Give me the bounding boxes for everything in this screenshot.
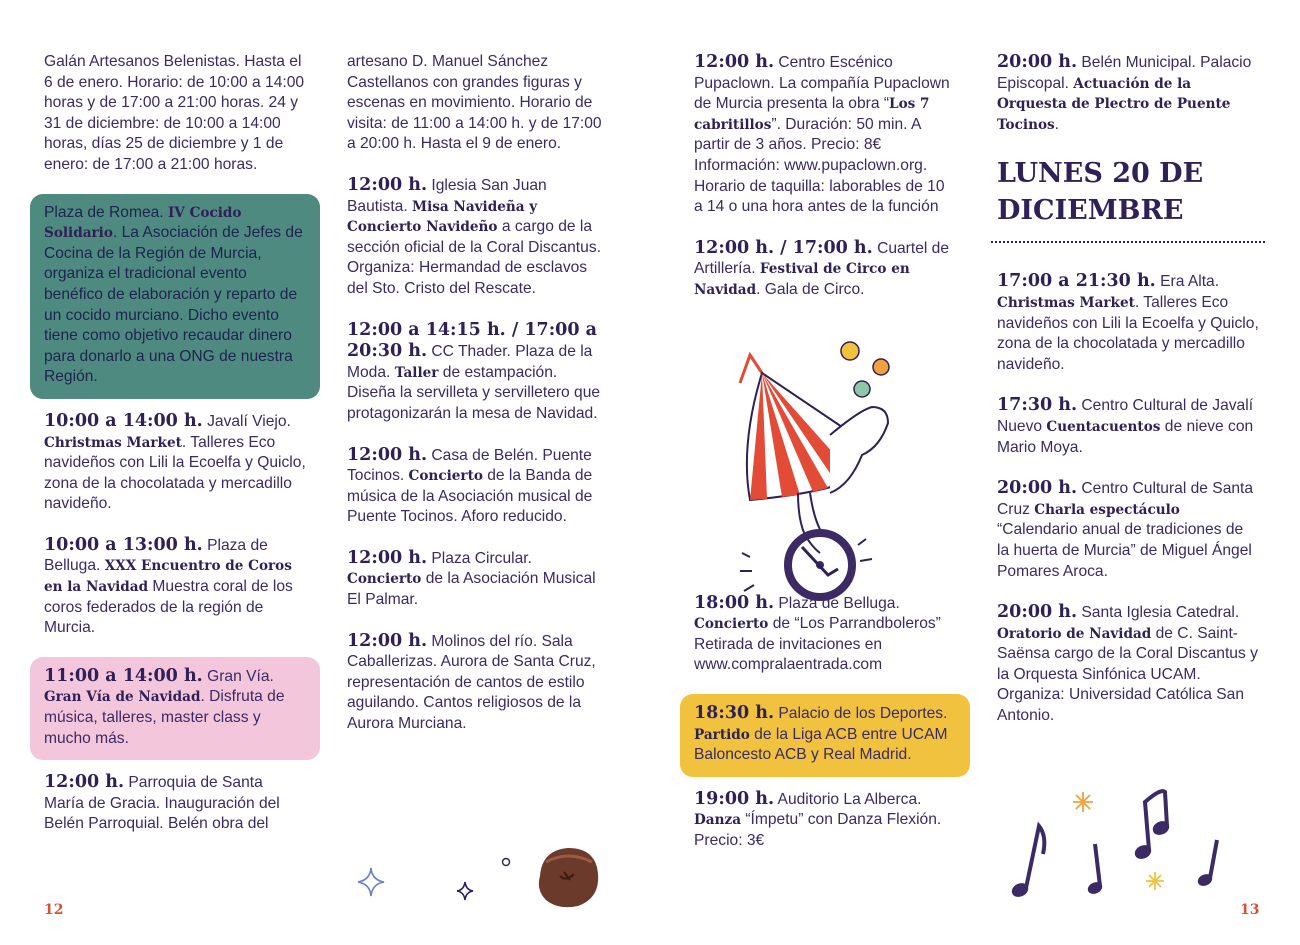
event-venue: Plaza de Romea.	[44, 203, 168, 221]
event-venue: Centro Escénico Pupaclown. La compañía Pupaclown de Murcia presenta la obra “	[694, 54, 950, 113]
event-description: de “Los Parrandboleros” Retirada de invitaciones en www.compralaentrada.com	[694, 615, 941, 674]
event-title: Taller	[394, 364, 439, 381]
day-heading: LUNES 20 DE DICIEMBRE	[997, 158, 1204, 227]
music-notes-illustration	[1005, 780, 1235, 905]
event-entry	[347, 631, 609, 735]
event-text: Galán Artesanos Belenistas. Hasta el 6 de enero. Horario: de 10:00 a 14:00 horas y de 17:00 a 21:00 horas. 24 y 31 de diciembre: de 10:00 a 14:00 horas, días 25 de diciembre y 1 de enero: de 17:00 a 21:00 horas.	[44, 53, 305, 173]
event-entry	[694, 238, 956, 301]
event-time: 12:00 h.	[347, 444, 428, 465]
event-venue: Belén Municipal. Palacio Episcopal.	[997, 54, 1252, 92]
event-title: Los 7 cabritillos	[694, 96, 930, 133]
event-time: 18:30 h.	[694, 702, 775, 723]
event-title: XXX Encuentro de Coros en la Navidad	[44, 558, 292, 596]
page-number-left: 12	[44, 902, 64, 918]
event-time: 20:00 h.	[997, 602, 1078, 623]
event-title: Concierto	[408, 468, 483, 485]
event-title: Concierto	[347, 571, 422, 588]
event-entry	[997, 395, 1259, 458]
event-entry	[997, 52, 1259, 135]
event-time: 20:00 h.	[997, 478, 1078, 499]
event-entry	[997, 602, 1259, 727]
event-description: . Talleres Eco navideños con Lili la Ecoelfa y Quiclo, zona de la chocolatada y mercadillo navideño.	[997, 293, 1259, 373]
event-venue: Casa de Belén. Puente Tocinos.	[347, 446, 592, 485]
event-time: 12:00 h.	[347, 547, 428, 568]
event-title: Oratorio de Navidad	[997, 625, 1152, 642]
event-title: Misa Navideña y Concierto Navideño	[347, 198, 538, 236]
page-number-right: 13	[1240, 902, 1260, 918]
event-time: 17:00 a 21:30 h.	[997, 271, 1156, 292]
event-entry	[347, 320, 609, 425]
event-title: Gran Vía de Navidad	[44, 689, 201, 706]
event-description: . Gala de Circo.	[756, 280, 865, 298]
event-title: IV Cocido Solidario	[44, 204, 242, 242]
event-title: Charla espectáculo	[1034, 501, 1180, 518]
event-description: . La Asociación de Jefes de Cocina de la Región de Murcia, organiza el tradicional evento benéfico de elaboración y reparto de un cocido murciano. Dicho evento tiene como objetivo recaudar dinero para donarlo a una ONG de nuestra Región.	[44, 224, 303, 386]
chestnut-illustration	[534, 846, 604, 910]
event-time: 12:00 h.	[44, 772, 125, 793]
event-entry	[347, 548, 609, 611]
event-venue: Plaza Circular.	[427, 549, 532, 567]
event-entry	[347, 445, 609, 528]
event-title: Christmas Market	[997, 294, 1135, 311]
event-time: 12:00 h.	[694, 52, 775, 72]
event-description: de la Asociación Musical El Palmar.	[347, 570, 596, 609]
event-venue: Centro Cultural de Santa Cruz	[997, 480, 1254, 518]
event-description: .	[1054, 115, 1060, 133]
event-entry	[44, 411, 306, 515]
event-time: 20:00 h.	[997, 52, 1078, 72]
event-time: 11:00 a 14:00 h.	[44, 665, 203, 686]
event-description: ”. Duración: 50 min. A partir de 3 años. Precio: 8€ Información: www.pupaclown.org. Horario de taquilla: laborables de 10 a 14 o una hora antes de la función	[694, 115, 945, 216]
event-text: artesano D. Manuel Sánchez Castellanos con grandes figuras y escenas en movimiento. Horario de visita: de 11:00 a 14:00 h. y de 17:00 a 20:00 h. Hasta el 9 de enero.	[347, 53, 602, 153]
sparkle-icon	[356, 866, 386, 898]
event-venue: Santa Iglesia Catedral.	[1077, 604, 1240, 622]
event-time: 12:00 h. / 17:00 h.	[694, 237, 873, 258]
event-venue: Auditorio La Alberca.	[774, 790, 922, 808]
event-title: Christmas Market	[44, 434, 182, 451]
event-time: 10:00 a 13:00 h.	[44, 534, 203, 555]
event-description: Parroquia de Santa María de Gracia. Inauguración del Belén Parroquial. Belén obra del	[44, 774, 280, 833]
event-entry	[694, 52, 956, 218]
event-description: a cargo de la sección oficial de la Coral Discantus. Organiza: Hermandad de esclavos del Sto. Cristo del Rescate.	[347, 218, 601, 297]
event-entry	[347, 175, 609, 300]
event-time: 12:00 h.	[347, 174, 428, 195]
event-venue: Palacio de los Deportes.	[774, 704, 948, 722]
event-description: Molinos del río. Sala Caballerizas. Aurora de Santa Cruz, representación de cantos de estilo aguilando. Cantos religiosos de la Aurora Murciana.	[347, 632, 596, 733]
event-title: Partido	[694, 726, 750, 743]
event-entry	[694, 789, 956, 852]
event-venue: Javalí Viejo.	[202, 412, 291, 430]
event-description: . Disfruta de música, talleres, master class y mucho más.	[44, 688, 285, 747]
event-entry	[997, 271, 1259, 375]
event-title: Danza	[694, 812, 742, 829]
event-venue: Cuartel de Artillería.	[694, 239, 950, 278]
event-title: Actuación de la Orquesta de Plectro de Puente Tocinos	[997, 75, 1231, 133]
sparkle-icon	[455, 880, 475, 902]
event-description: Muestra coral de los coros federados de la región de Murcia.	[44, 578, 293, 637]
column-4	[997, 52, 1259, 747]
event-entry	[347, 52, 609, 155]
event-description: . Talleres Eco navideños con Lili la Ecoelfa y Quiclo, zona de la chocolatada y mercadillo navideño.	[44, 433, 306, 513]
event-description: de nieve con Mario Moya.	[997, 417, 1254, 456]
event-venue: CC Thader. Plaza de la Moda.	[347, 343, 593, 381]
event-description: “Calendario anual de tradiciones de la huerta de Murcia” de Miguel Ángel Pomares Aroca.	[997, 521, 1252, 580]
event-entry	[44, 535, 306, 639]
event-description: “Ímpetu” con Danza Flexión. Precio: 3€	[694, 811, 942, 849]
small-circle-icon	[500, 856, 512, 868]
event-venue: Era Alta.	[1155, 273, 1220, 291]
event-entry	[44, 52, 306, 176]
event-title: Cuentacuentos	[1046, 418, 1161, 435]
event-time: 17:30 h.	[997, 395, 1078, 416]
event-entry-highlight-yellow	[680, 694, 970, 777]
event-venue: Centro Cultural de Javalí Nuevo	[997, 397, 1254, 435]
event-description: de la Liga ACB entre UCAM Baloncesto ACB y Real Madrid.	[694, 725, 948, 764]
event-title: Concierto	[694, 616, 769, 633]
circus-tent-unicycle-illustration	[710, 335, 910, 610]
event-title: Festival de Circo en Navidad	[694, 261, 910, 298]
event-venue: Plaza de Belluga.	[44, 536, 268, 575]
column-2	[347, 52, 609, 755]
event-venue: Gran Vía.	[202, 667, 274, 685]
column-1	[44, 52, 306, 855]
event-time: 12:00 a 14:15 h. / 17:00 a 20:30 h.	[347, 319, 597, 362]
event-entry-highlight-pink	[30, 657, 320, 760]
event-time: 19:00 h.	[694, 788, 775, 809]
event-entry	[44, 772, 306, 835]
event-entry	[997, 478, 1259, 582]
event-description: de estampación. Diseña la servilleta y servilletero que protagonizarán la mesa de Navidad.	[347, 363, 601, 422]
event-time: 12:00 h.	[347, 630, 428, 651]
event-venue: Iglesia San Juan Bautista.	[347, 176, 547, 215]
event-description: de la Banda de música de la Asociación musical de Puente Tocinos. Aforo reducido.	[347, 467, 593, 526]
event-time: 10:00 a 14:00 h.	[44, 410, 203, 431]
dotted-divider	[991, 237, 1265, 243]
event-venue: Plaza de Belluga.	[774, 594, 900, 612]
event-description: de C. Saint-Saënsa cargo de la Coral Discantus y la Orquesta Sinfónica UCAM. Organiza: Universidad Católica San Antonio.	[997, 624, 1258, 725]
event-time: 18:00 h.	[694, 592, 775, 613]
event-entry-highlight-teal	[30, 194, 320, 399]
